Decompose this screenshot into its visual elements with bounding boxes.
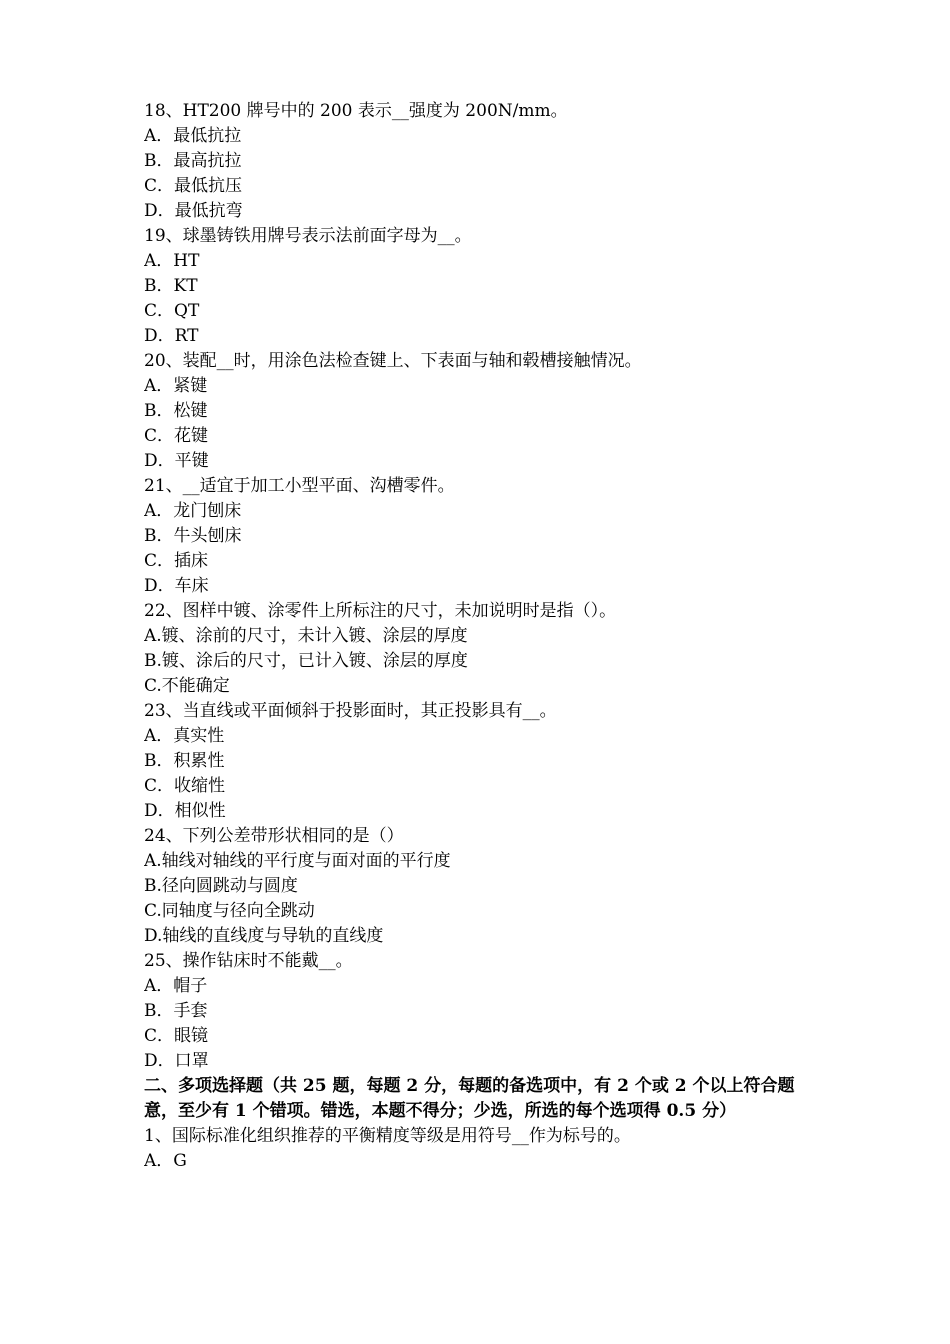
option-d: D．平键 [144,451,209,471]
option-c: C．花键 [144,426,209,446]
option-d: D．最低抗弯 [144,201,243,221]
multi-question-1 [144,1124,810,1174]
question-19 [144,224,810,349]
section-heading-multiple-choice: 二、多项选择题（共 25 题，每题 2 分，每题的备选项中，有 2 个或 2 个以上符合题意，至少有 1 个错项。错选，本题不得分；少选，所选的每个选项得 0.5 分） [144,1076,795,1121]
option-d: D．RT [144,326,199,346]
option-c: C.同轴度与径向全跳动 [144,901,315,921]
option-a: A.镀、涂前的尺寸，未计入镀、涂层的厚度 [144,626,468,646]
question-stem: 19、球墨铸铁用牌号表示法前面字母为__。 [144,226,472,246]
question-21 [144,474,810,599]
option-c: C．眼镜 [144,1026,209,1046]
option-d: D．车床 [144,576,209,596]
question-23 [144,699,810,824]
option-a: A．紧键 [144,376,208,396]
option-a: A．帽子 [144,976,208,996]
option-a: A．最低抗拉 [144,126,242,146]
question-25 [144,949,810,1074]
option-b: B.径向圆跳动与圆度 [144,876,298,896]
option-c: C．最低抗压 [144,176,243,196]
option-b: B．牛头刨床 [144,526,242,546]
question-stem: 18、HT200 牌号中的 200 表示__强度为 200N/mm。 [144,101,568,121]
question-stem: 25、操作钻床时不能戴__。 [144,951,353,971]
option-c: C.不能确定 [144,676,230,696]
option-c: C．收缩性 [144,776,226,796]
option-b: B．积累性 [144,751,225,771]
option-d: D．口罩 [144,1051,209,1071]
question-stem: 20、装配__时，用涂色法检查键上、下表面与轴和毂槽接触情况。 [144,351,642,371]
option-a: A．龙门刨床 [144,501,242,521]
option-b: B．KT [144,276,198,296]
option-b: B．松键 [144,401,208,421]
question-stem: 23、当直线或平面倾斜于投影面时，其正投影具有__。 [144,701,557,721]
option-a: A.轴线对轴线的平行度与面对面的平行度 [144,851,451,871]
option-a: A．G [144,1151,187,1171]
question-stem: 24、下列公差带形状相同的是（） [144,826,404,846]
question-stem: 22、图样中镀、涂零件上所标注的尺寸，未加说明时是指（）。 [144,601,617,621]
option-b: B．最高抗拉 [144,151,242,171]
option-d: D．相似性 [144,801,226,821]
question-18 [144,99,810,224]
option-a: A．HT [144,251,200,271]
option-c: C．插床 [144,551,209,571]
option-c: C．QT [144,301,200,321]
option-d: D.轴线的直线度与导轨的直线度 [144,926,384,946]
question-24 [144,824,810,949]
question-22 [144,599,810,699]
question-stem: 21、__适宜于加工小型平面、沟槽零件。 [144,476,455,496]
document-page [144,99,810,1174]
option-b: B．手套 [144,1001,208,1021]
option-a: A．真实性 [144,726,225,746]
option-b: B.镀、涂后的尺寸，已计入镀、涂层的厚度 [144,651,468,671]
question-20 [144,349,810,474]
question-stem: 1、国际标准化组织推荐的平衡精度等级是用符号__作为标号的。 [144,1126,631,1146]
